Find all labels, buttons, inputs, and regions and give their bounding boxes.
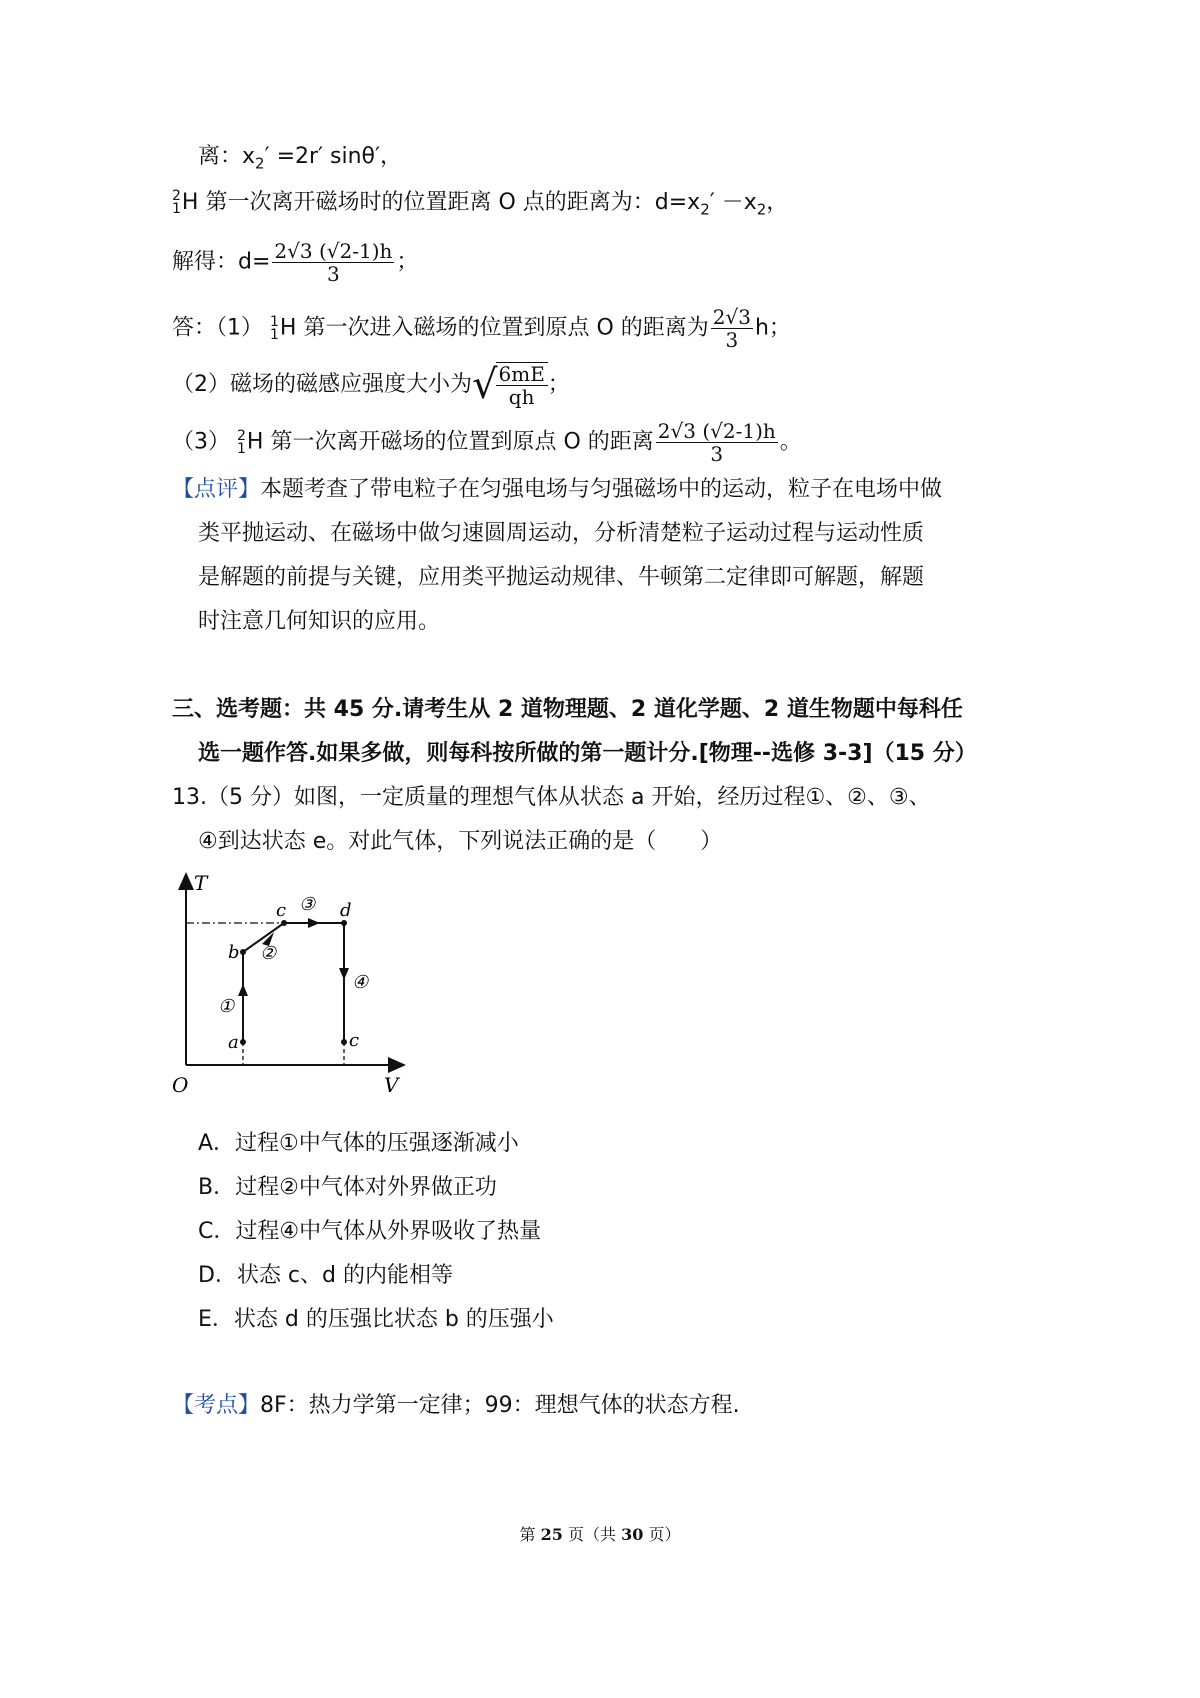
option-e: E．状态 d 的压强比状态 b 的压强小 [198, 1307, 554, 1332]
option-a: A．过程①中气体的压强逐渐减小 [198, 1131, 519, 1156]
label-d: d [340, 900, 352, 921]
page-footer: 第 25 页（共 30 页） [519, 1525, 681, 1544]
section-heading-line-1: 三、选考题：共 45 分.请考生从 2 道物理题、2 道化学题、2 道生物题中每科任 [172, 697, 963, 722]
question-stem-1: 13.（5 分）如图，一定质量的理想气体从状态 a 开始，经历过程①、②、③、 [172, 785, 931, 810]
kaodian-tag: 【考点】 [172, 1393, 261, 1418]
total-pages: 30 [621, 1525, 644, 1544]
isotope-notation: 1 1 [270, 313, 279, 343]
tv-diagram [166, 870, 426, 1100]
sqrt-formula: √ $\frac{6mE}{qh}$ [472, 362, 548, 408]
answer-2: （2）磁场的磁感应强度大小为√ $\frac{6mE}{qh}$ ； [172, 362, 570, 409]
process-3-arrow [308, 918, 320, 928]
label-b: b [228, 942, 240, 963]
fraction-r1: $\frac{2√3}{3}$ [712, 305, 751, 352]
kaodian-line: 【考点】8F：热力学第一定律；99：理想气体的状态方程. [172, 1393, 740, 1418]
option-b: B．过程②中气体对外界做正功 [198, 1175, 497, 1200]
state-point-e [341, 1039, 347, 1045]
answer-3: （3） 2 1 H 第一次离开磁场的位置到原点 O 的距离 $\frac{2√3 (√2-1)h}{3}$ 。 [172, 419, 802, 466]
comment-tag: 【点评】 [172, 477, 261, 502]
option-c: C．过程④中气体从外界吸收了热量 [198, 1219, 542, 1244]
label-process-4: ④ [352, 972, 369, 993]
page-number: 25 [540, 1525, 563, 1544]
label-a: a [228, 1032, 239, 1053]
section-heading-line-2: 选一题作答.如果多做，则每科按所做的第一题计分.[物理--选修 3-3]（15 分） [198, 741, 977, 766]
fraction-d: $\frac{2√3 (√2-1)h}{3}$ [274, 239, 393, 286]
label-c-bottom: c [349, 1030, 360, 1051]
text-line-x2: 离：$x_2' =2r'$ sinθ′， [198, 144, 403, 173]
axis-label-v: V [384, 1073, 399, 1097]
axis-label-t: T [194, 871, 208, 895]
question-stem-2: ④到达状态 e。对此气体，下列说法正确的是（ ） [198, 829, 723, 854]
comment-line-4: 时注意几何知识的应用。 [198, 609, 441, 634]
process-4-arrow [339, 968, 349, 980]
comment-line-2: 类平抛运动、在磁场中做匀速圆周运动，分析清楚粒子运动过程与运动性质 [198, 521, 925, 546]
answer-1: 答：（1） 1 1 H 第一次进入磁场的位置到原点 O 的距离为 $\frac{2√3}{3}$ h； [172, 305, 791, 352]
comment-line-3: 是解题的前提与关键，应用类平抛运动规律、牛顿第二定律即可解题，解题 [198, 565, 925, 590]
isotope-notation: 2 1 [172, 188, 181, 217]
origin-label: O [172, 1073, 189, 1097]
text-line-distance: 2 1 H 第一次离开磁场时的位置距离 O 点的距离为：$d=x_2' -x_2$， [172, 188, 789, 219]
process-1-arrow [238, 984, 248, 996]
label-process-1: ① [218, 996, 235, 1017]
state-point-b [240, 949, 246, 955]
isotope-notation: 2 1 [237, 427, 246, 457]
text-line-solve: 解得：d= $\frac{2√3 (√2-1)h}{3}$ ； [172, 239, 419, 286]
label-c-top: c [276, 900, 287, 921]
comment-line-1: 【点评】本题考查了带电粒子在匀强电场与匀强磁场中的运动，粒子在电场中做 [172, 477, 943, 502]
fraction-d: $\frac{2√3 (√2-1)h}{3}$ [657, 419, 776, 466]
state-point-a [240, 1039, 246, 1045]
label-process-2: ② [260, 943, 277, 964]
label-process-3: ③ [299, 894, 316, 915]
option-d: D．状态 c、d 的内能相等 [198, 1263, 453, 1288]
